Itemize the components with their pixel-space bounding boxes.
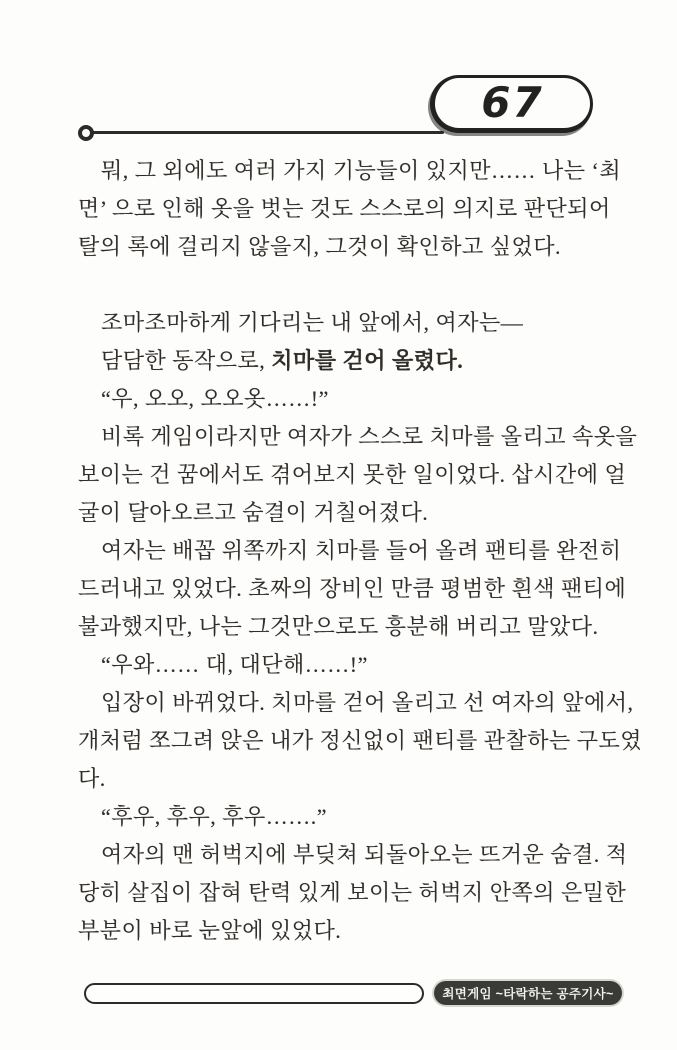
text-run: 굴이 달아오르고 숨결이 거칠어졌다.: [78, 500, 429, 525]
text-run: 불과했지만, 나는 그것만으로도 흥분해 버리고 말았다.: [78, 614, 599, 639]
text-line: [78, 228, 618, 266]
page-body-text: [78, 152, 643, 950]
text-line: [78, 190, 618, 228]
text-run: 비록 게임이라지만 여자가 스스로 치마를 올리고 속옷을: [101, 424, 638, 449]
text-line: [78, 760, 618, 798]
text-run: 다.: [78, 766, 106, 791]
text-line: [78, 494, 618, 532]
footer-chapter-bar: [84, 983, 424, 1004]
blank-line: [78, 266, 618, 304]
page-number-badge: [430, 75, 593, 133]
text-run: 담담한 동작으로,: [101, 348, 272, 373]
text-line: [78, 304, 618, 342]
text-line: [78, 152, 622, 190]
text-line: [78, 342, 618, 380]
text-line: [78, 874, 627, 912]
text-run: 부분이 바로 눈앞에 있었다.: [78, 918, 342, 943]
text-run: 당히 살집이 잡혀 탄력 있게 보이는 허벅지 안쪽의 은밀한: [78, 880, 627, 905]
text-line: [78, 570, 627, 608]
emphasis-text: 치마를 걷어 올렸다.: [271, 348, 464, 373]
text-run: 드러내고 있었다. 초짜의 장비인 만큼 평범한 흰색 팬티에: [78, 576, 627, 601]
text-line: [78, 456, 627, 494]
text-run: 보이는 건 꿈에서도 겪어보지 못한 일이었다. 삽시간에 얼: [78, 462, 627, 487]
text-line: [78, 836, 628, 874]
text-run: 여자는 배꼽 위쪽까지 치마를 들어 올려 팬티를 완전히: [101, 538, 622, 563]
series-title: 최면게임 ~타락하는 공주기사~: [442, 987, 614, 1001]
header-rule: [92, 131, 444, 134]
text-line: [78, 418, 638, 456]
text-run: 개처럼 쪼그려 앉은 내가 정신없이 팬티를 관찰하는 구도였: [78, 728, 643, 753]
text-run: 입장이 바뀌었다. 치마를 걷어 올리고 선 여자의 앞에서,: [101, 690, 634, 715]
text-line: [78, 532, 622, 570]
text-line: [78, 646, 618, 684]
text-run: “우, 오오, 오오옷……!”: [101, 386, 329, 411]
page-number: 67: [481, 77, 544, 127]
text-run: 면’ 으로 인해 옷을 벗는 것도 스스로의 의지로 판단되어: [78, 196, 611, 221]
text-line: [78, 684, 634, 722]
text-run: “후우, 후우, 후우…….”: [101, 804, 328, 829]
text-line: [78, 380, 618, 418]
text-line: [78, 722, 643, 760]
text-run: 여자의 맨 허벅지에 부딪쳐 되돌아오는 뜨거운 숨결. 적: [101, 842, 628, 867]
text-line: [78, 608, 618, 646]
text-run: “우와…… 대, 대단해……!”: [101, 652, 368, 677]
text-run: 탈의 록에 걸리지 않을지, 그것이 확인하고 싶었다.: [78, 234, 562, 259]
text-run: 뭐, 그 외에도 여러 가지 기능들이 있지만…… 나는 ‘최: [101, 158, 622, 183]
series-title-badge: [434, 981, 622, 1005]
text-line: [78, 798, 618, 836]
text-run: 조마조마하게 기다리는 내 앞에서, 여자는—: [101, 310, 524, 335]
text-line: [78, 912, 618, 950]
